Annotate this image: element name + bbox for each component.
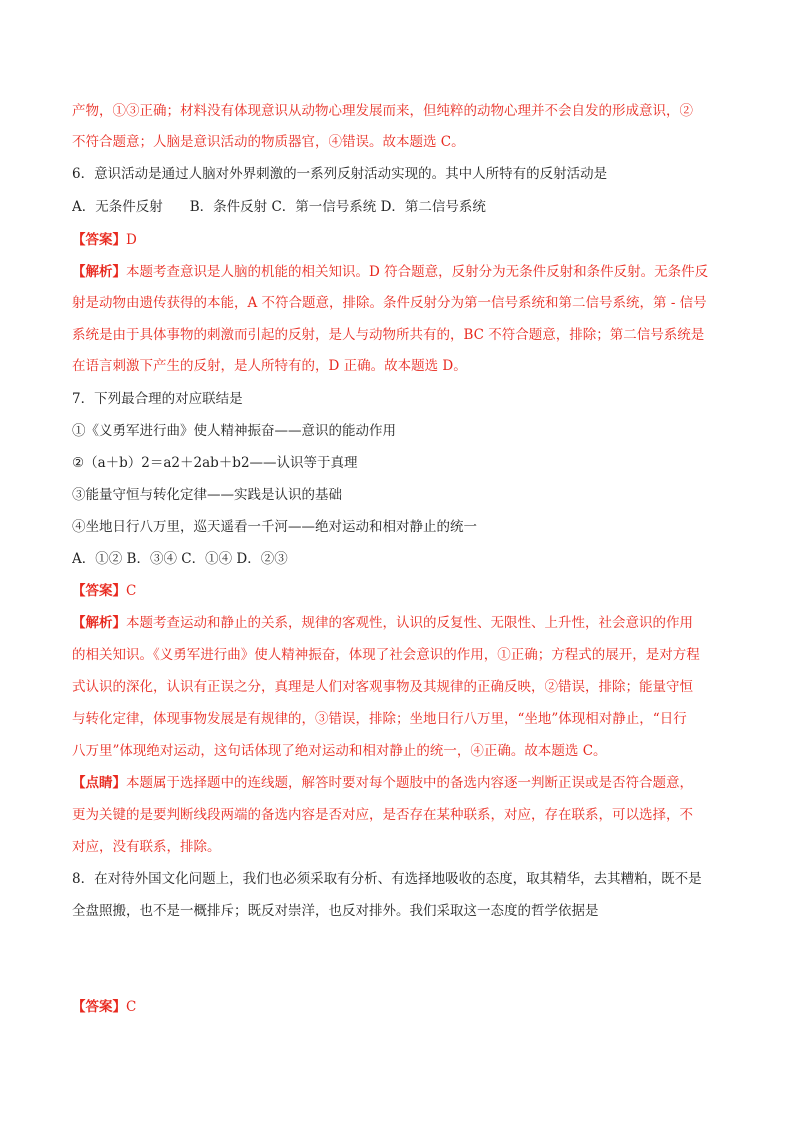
q7-analysis-line: 的相关知识。《义勇军进行曲》使人精神振奋，体现了社会意识的作用，①正确；方程式的展开，是对方程 (72, 647, 700, 663)
tip-tag: 【点睛】 (72, 775, 126, 791)
q7-options: A．①② B．③④ C．①④ D．②③ (72, 551, 288, 567)
analysis-tag: 【解析】 (72, 615, 126, 631)
answer-tag: 【答案】 (72, 232, 126, 248)
q5-explanation-line: 产物，①③正确；材料没有体现意识从动物心理发展而来，但纯粹的动物心理并不会自发的形成意识，② (72, 103, 693, 119)
analysis-text: 本题考查意识是人脑的机能的相关知识。D 符合题意，反射分为无条件反射和条件反射。无条件反 (126, 264, 709, 280)
q6-analysis-line (72, 262, 732, 282)
answer-value: D (126, 232, 137, 248)
q7-analysis-line: 式认识的深化，认识有正误之分，真理是人们对客观事物及其规律的正确反映，②错误，排除；能量守恒 (72, 679, 693, 695)
tip-text: 本题属于选择题中的连线题，解答时要对每个题肢中的备选内容逐一判断正误或是否符合题意， (126, 775, 693, 791)
q7-item: ③能量守恒与转化定律——实践是认识的基础 (72, 487, 342, 503)
q8-stem-line: 全盘照搬，也不是一概排斥；既反对崇洋，也反对排外。我们采取这一态度的哲学依据是 (72, 903, 599, 919)
answer-value: C (126, 583, 137, 599)
answer-value: C (126, 999, 137, 1015)
q7-tip-line: 对应，没有联系，排除。 (72, 839, 221, 855)
q7-tip-line (72, 773, 732, 793)
answer-tag: 【答案】 (72, 999, 126, 1015)
analysis-tag: 【解析】 (72, 264, 126, 280)
q6-analysis-line: 系统是由于具体事物的刺激而引起的反射，是人与动物所共有的，BC 不符合题意，排除；第二信号系统是 (72, 327, 705, 343)
q7-item: ①《义勇军进行曲》使人精神振奋——意识的能动作用 (72, 423, 396, 439)
q6-analysis-line: 射是动物由遗传获得的本能，A 不符合题意，排除。条件反射分为第一信号系统和第二信号系统，第 - 信号 (72, 295, 707, 311)
q7-answer (72, 581, 732, 601)
q7-item: ②（a＋b）2＝a2＋2ab＋b2——认识等于真理 (72, 455, 358, 471)
q6-analysis-line: 在语言刺激下产生的反射，是人所特有的，D 正确。故本题选 D。 (72, 358, 467, 374)
answer-tag: 【答案】 (72, 583, 126, 599)
q7-analysis-line: 与转化定律，体现事物发展是有规律的，③错误，排除；坐地日行八万里，“坐地”体现相对静止，“日行 (72, 711, 687, 727)
q8-answer (72, 997, 732, 1017)
analysis-text: 本题考查运动和静止的关系，规律的客观性，认识的反复性、无限性、上升性，社会意识的作用 (126, 615, 693, 631)
q7-item: ④坐地日行八万里，巡天遥看一千河——绝对运动和相对静止的统一 (72, 519, 477, 535)
q7-tip-line: 更为关键的是要判断线段两端的备选内容是否对应，是否存在某种联系，对应，存在联系，可以选择，不 (72, 807, 693, 823)
q8-stem-line: 8．在对待外国文化问题上，我们也必须采取有分析、有选择地吸收的态度，取其精华，去其糟粕，既不是 (72, 871, 702, 887)
q6-answer (72, 230, 732, 250)
q7-stem: 7．下列最合理的对应联结是 (72, 391, 243, 407)
q5-explanation-line: 不符合题意；人脑是意识活动的物质器官，④错误。故本题选 C。 (72, 134, 465, 150)
q6-options: A．无条件反射 B．条件反射 C．第一信号系统 D．第二信号系统 (72, 199, 486, 215)
q6-stem: 6．意识活动是通过人脑对外界刺激的一系列反射活动实现的。其中人所特有的反射活动是 (72, 166, 608, 182)
q7-analysis-line: 八万里”体现绝对运动，这句话体现了绝对运动和相对静止的统一，④正确。故本题选 C。 (72, 743, 607, 759)
q7-analysis-line (72, 613, 732, 633)
